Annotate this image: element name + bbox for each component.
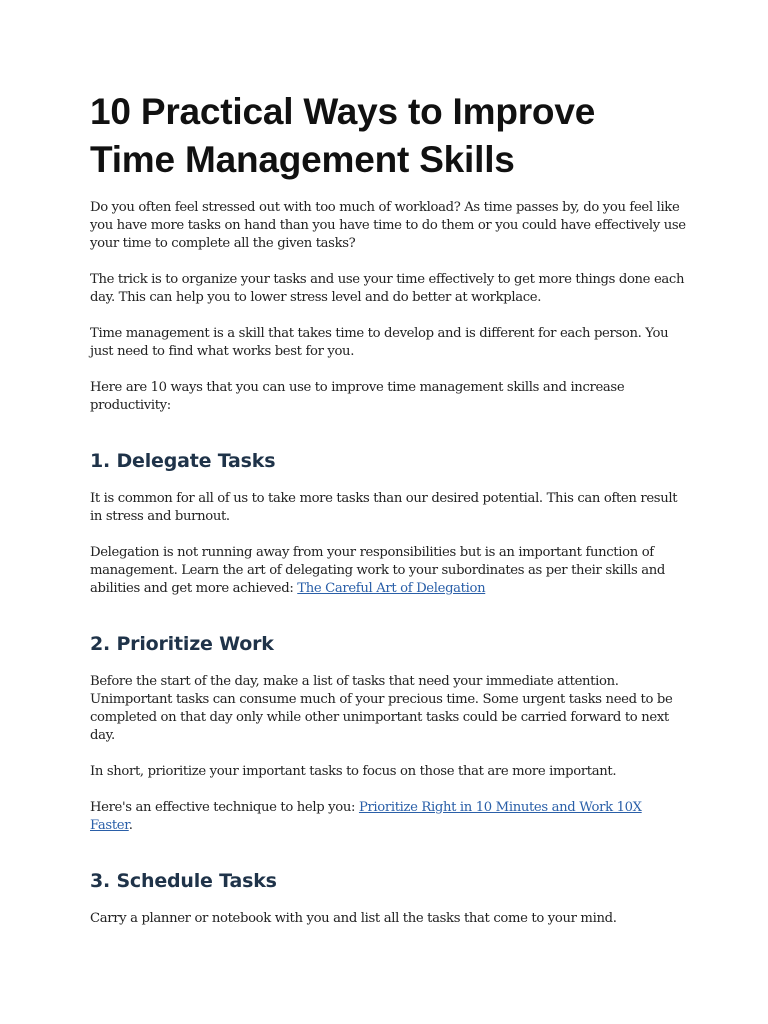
careful-art-of-delegation-link[interactable]: The Careful Art of Delegation [297,581,486,596]
prioritize-paragraph-3 [90,799,686,835]
delegate-paragraph-2-text: Delegation is not running away from your responsibilities but is an important function of management. Learn the art of delegating work to your subordinates as per their skills and abilities and get more achieved: [90,545,665,596]
prioritize-paragraph-3-text: Here's an effective technique to help you: [90,800,359,815]
intro-paragraph-1: Do you often feel stressed out with too much of workload? As time passes by, do you feel like you have more tasks on hand than you have time to do them or you could have effectively use your time to complete all the given tasks? [90,200,686,251]
intro-paragraph-4: Here are 10 ways that you can use to improve time management skills and increase productivity: [90,380,625,413]
document-page [90,88,686,946]
section-heading-schedule: 3. Schedule Tasks [90,870,277,892]
page-title: 10 Practical Ways to Improve Time Management Skills [90,91,596,180]
section-heading-delegate: 1. Delegate Tasks [90,450,276,472]
prioritize-paragraph-2: In short, prioritize your important tasks to focus on those that are more important. [90,764,617,779]
delegate-paragraph-1: It is common for all of us to take more tasks than our desired potential. This can often result in stress and burnout. [90,491,678,524]
intro-paragraph-2: The trick is to organize your tasks and use your time effectively to get more things done each day. This can help you to lower stress level and do better at workplace. [90,272,685,305]
intro-paragraph-3: Time management is a skill that takes time to develop and is different for each person. You just need to find what works best for you. [90,326,669,359]
schedule-paragraph-1: Carry a planner or notebook with you and list all the tasks that come to your mind. [90,911,617,926]
prioritize-right-link[interactable]: Prioritize Right in 10 Minutes and Work 10X Faster [90,800,642,833]
section-heading-prioritize: 2. Prioritize Work [90,633,274,655]
prioritize-paragraph-3-end: . [128,818,133,833]
delegate-paragraph-2 [90,544,686,598]
prioritize-paragraph-1: Before the start of the day, make a list of tasks that need your immediate attention. Unimportant tasks can consume much of your precious time. Some urgent tasks need to be completed on that day only while other unimportant tasks could be carried forward to next day. [90,674,673,743]
